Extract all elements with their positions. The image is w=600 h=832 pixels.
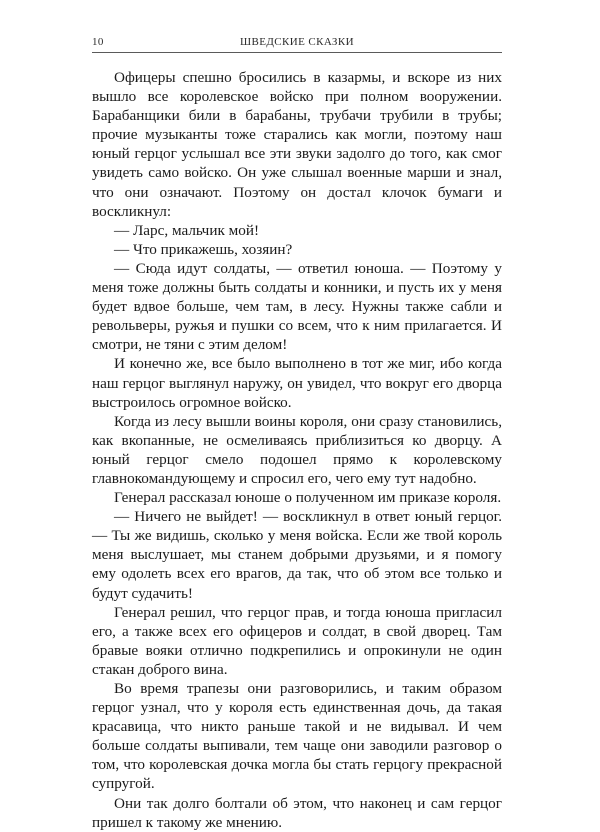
page-number: 10 [92,36,104,48]
paragraph: — Ларс, мальчик мой! [114,221,260,239]
paragraph: — Сюда идут солдаты, — ответил юноша. — Поэтому у меня тоже должны быть солдаты и конники, и пусть их у меня будет вдвое больше, чем там, в лесу. Нужны также сабли и револьверы, ружья и пушки со всем, что к ним прилагается. И смотри, не тяни с этим делом! [92,259,502,354]
paragraph: И конечно же, все было выполнено в тот же миг, ибо когда наш герцог выглянул наружу, он увидел, что вокруг его дворца выстроилось огромное войско. [92,355,502,411]
body-text [92,68,502,832]
paragraph: — Ничего не выйдет! — воскликнул в ответ юный герцог. — Ты же видишь, сколько у меня войска. Если же твой король меня выслушает, мы станем добрыми друзьями, и я помогу ему одолеть всех его врагов, да так, что об этом все только и будут судачить! [92,508,502,602]
paragraph: Когда из лесу вышли воины короля, они сразу становились, как вкопанные, не осмеливаясь приблизиться ко дворцу. А юный герцог смело подошел прямо к королевскому главнокомандующему и спросил его, чего ему тут надобно. [92,412,502,487]
paragraph: Они так долго болтали об этом, что наконец и сам герцог пришел к такому же мнению. [92,794,502,831]
paragraph: Офицеры спешно бросились в казармы, и вскоре из них вышло все королевское войско при полном вооружении. Барабанщики били в барабаны, трубачи трубили в трубы; прочие музыканты тоже старались как могли, поэтому наш юный герцог услышал все эти звуки задолго до того, как смог увидеть само войско. Он уже слышал военные марши и знал, что они означают. Поэтому он достал клочок бумаги и воскликнул: [92,69,502,220]
book-title: ШВЕДСКИЕ СКАЗКИ [240,36,354,48]
paragraph: Во время трапезы они разговорились, и таким образом герцог узнал, что у короля есть единственная дочь, да такая красавица, что никто раньше такой и не видывал. И чем больше солдаты выпивали, тем чаще они заводили разговор о том, что королевская дочка могла бы стать герцогу прекрасной супругой. [92,680,502,793]
paragraph: — Что прикажешь, хозяин? [114,240,293,258]
running-header [92,28,502,53]
paragraph: Генерал решил, что герцог прав, и тогда юноша пригласил его, а также всех его офицеров и солдат, в свой дворец. Там бравые вояки отлично подкрепились и опрокинули не один стакан доброго вина. [92,603,502,678]
paragraph: Генерал рассказал юноше о полученном им приказе короля. [114,489,502,507]
